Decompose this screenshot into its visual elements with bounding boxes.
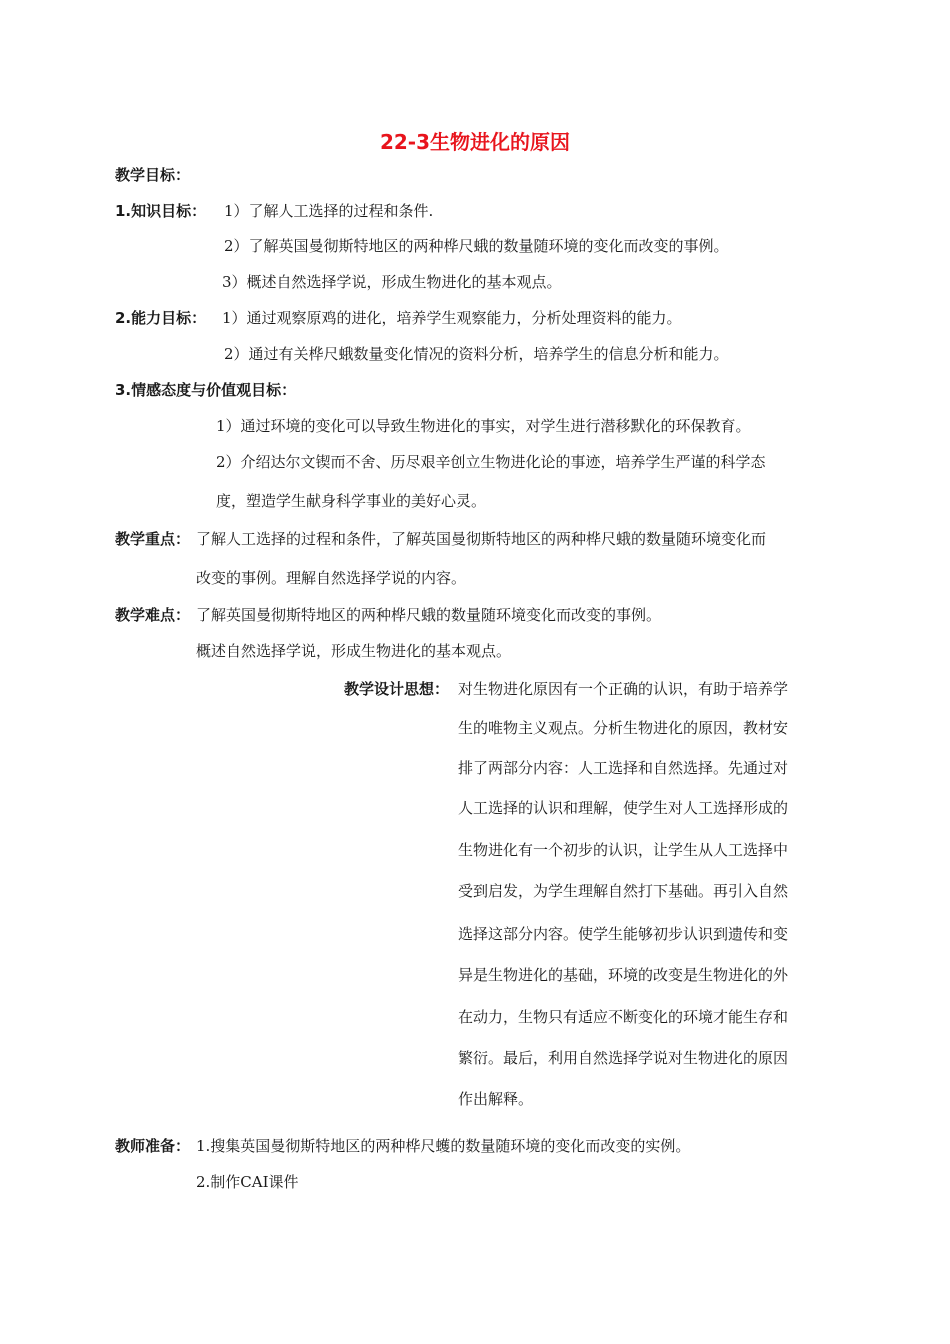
preparation-line: 2.制作CAI课件 (196, 1173, 299, 1191)
preparation-line: 1.搜集英国曼彻斯特地区的两种桦尺蠖的数量随环境的变化而改变的实例。 (196, 1137, 691, 1155)
difficulties-line: 了解英国曼彻斯特地区的两种桦尺蛾的数量随环境变化而改变的事例。 (196, 606, 662, 624)
design-line: 选择这部分内容。使学生能够初步认识到遗传和变 (458, 925, 789, 943)
emotion-item: 1）通过环境的变化可以导致生物进化的事实，对学生进行潜移默化的环保教育。 (216, 417, 751, 435)
key-points-line: 改变的事例。理解自然选择学说的内容。 (196, 569, 467, 587)
key-points-line: 了解人工选择的过程和条件，了解英国曼彻斯特地区的两种桦尺蛾的数量随环境变化而 (196, 530, 767, 548)
ability-item: 2）通过有关桦尺蛾数量变化情况的资料分析，培养学生的信息分析和能力。 (224, 345, 729, 363)
emotion-item: 2）介绍达尔文锲而不舍、历尽艰辛创立生物进化论的事迹，培养学生严谨的科学态 (216, 453, 766, 471)
knowledge-item: 2）了解英国曼彻斯特地区的两种桦尺蛾的数量随环境的变化而改变的事例。 (224, 237, 729, 255)
difficulties-line: 概述自然选择学说，形成生物进化的基本观点。 (196, 642, 512, 660)
design-line: 对生物进化原因有一个正确的认识，有助于培养学 (458, 680, 789, 698)
design-line: 受到启发，为学生理解自然打下基础。再引入自然 (458, 882, 789, 900)
key-points-label: 教学重点： (115, 530, 191, 548)
design-line: 繁衍。最后，利用自然选择学说对生物进化的原因 (458, 1049, 789, 1067)
design-line: 排了两部分内容：人工选择和自然选择。先通过对 (458, 759, 789, 777)
design-label: 教学设计思想： (344, 680, 450, 698)
page-title: 22-3生物进化的原因 (379, 130, 571, 154)
ability-label: 2.能力目标： (115, 309, 207, 327)
knowledge-item: 1）了解人工选择的过程和条件. (224, 202, 434, 220)
ability-item: 1）通过观察原鸡的进化，培养学生观察能力，分析处理资料的能力。 (222, 309, 682, 327)
difficulties-label: 教学难点： (115, 606, 191, 624)
design-line: 生的唯物主义观点。分析生物进化的原因，教材安 (458, 719, 789, 737)
design-line: 作出解释。 (458, 1090, 534, 1108)
knowledge-label: 1.知识目标： (115, 202, 207, 220)
design-line: 异是生物进化的基础，环境的改变是生物进化的外 (458, 966, 789, 984)
objectives-heading: 教学目标： (115, 166, 191, 184)
design-line: 生物进化有一个初步的认识，让学生从人工选择中 (458, 841, 789, 859)
emotion-label: 3.情感态度与价值观目标： (115, 381, 297, 399)
knowledge-item: 3）概述自然选择学说，形成生物进化的基本观点。 (222, 273, 562, 291)
design-line: 人工选择的认识和理解，使学生对人工选择形成的 (458, 799, 789, 817)
emotion-item: 度，塑造学生献身科学事业的美好心灵。 (216, 492, 487, 510)
preparation-label: 教师准备： (115, 1137, 191, 1155)
design-line: 在动力，生物只有适应不断变化的环境才能生存和 (458, 1008, 789, 1026)
